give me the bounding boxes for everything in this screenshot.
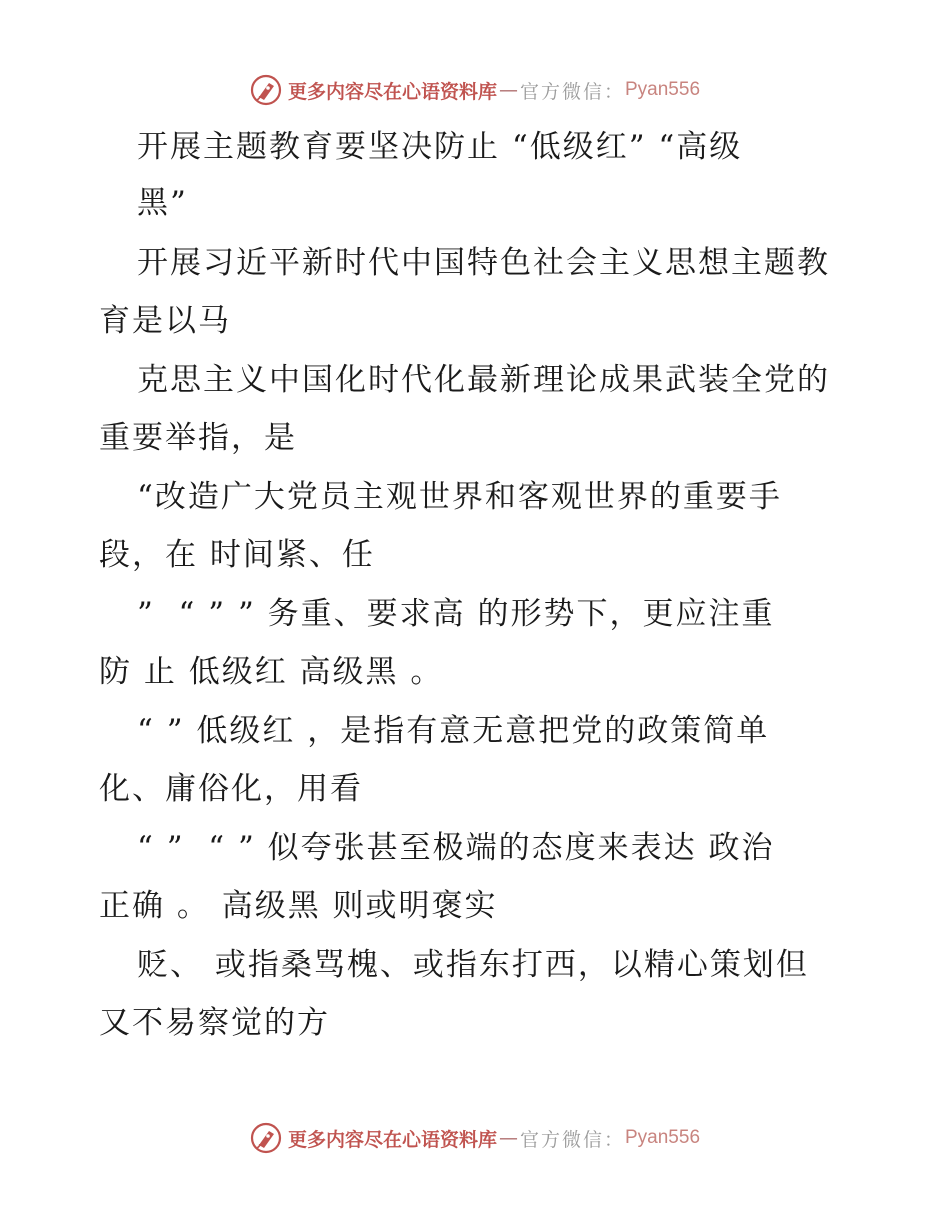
text-line: “改造广大党员主观世界和客观世界的重要手 [137,479,782,515]
text-line: ” “ ” ” 务重、要求高 的形势下，更应注重 [137,596,775,632]
text-line: 开展习近平新时代中国特色社会主义思想主题教 [137,245,830,281]
text-line: 又不易察觉的方 [99,1005,330,1041]
watermark-brand-text: 更多内容尽在心语资料库 [287,1128,497,1151]
footer-watermark [0,1118,950,1158]
watermark-label: 官方微信： [519,1128,625,1151]
pen-nib-logo-icon [250,1122,282,1154]
text-line: 贬、 或指桑骂槐、或指东打西，以精心策划但 [137,947,809,983]
text-line: 开展主题教育要坚决防止 “低级红” “高级 [137,129,743,165]
watermark-dash: — [498,79,518,101]
watermark-brand-text: 更多内容尽在心语资料库 [287,80,497,103]
text-line: 育是以马 [99,303,231,339]
watermark-label: 官方微信： [519,80,625,103]
text-line: “ ” “ ” 似夸张甚至极端的态度来表达 政治 [137,830,775,866]
watermark-id: Pyan556 [625,1127,701,1148]
text-line: 重要举指，是 [99,420,297,456]
watermark-dash: — [498,1127,518,1149]
text-line: 克思主义中国化时代化最新理论成果武装全党的 [137,362,830,398]
text-line: 防 止 低级红 高级黑 。 [99,654,444,690]
text-line: “ ” 低级红 ，是指有意无意把党的政策简单 [137,713,770,749]
text-line: 段，在 时间紧、任 [99,537,375,573]
header-watermark [0,70,950,110]
text-line: 黑” [137,185,188,221]
pen-nib-logo-icon [250,74,282,106]
text-line: 正确 。 高级黑 则或明褒实 [99,888,498,924]
watermark-id: Pyan556 [625,79,701,100]
text-line: 化、庸俗化，用看 [99,771,363,807]
